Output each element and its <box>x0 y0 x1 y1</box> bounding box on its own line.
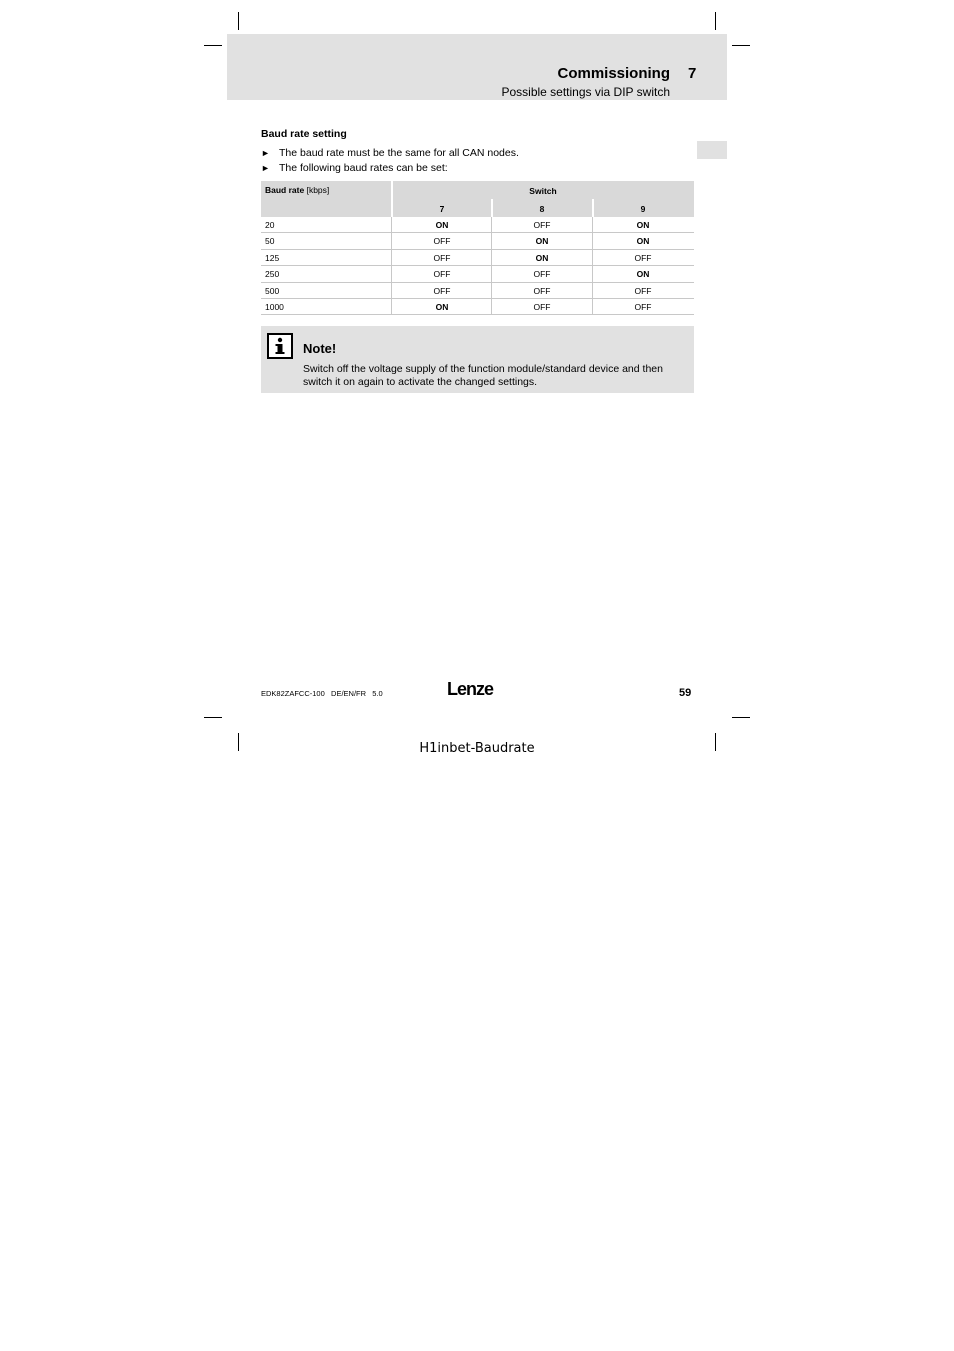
column-divider <box>391 266 392 282</box>
switch-7-cell: OFF <box>433 252 451 263</box>
column-divider <box>391 181 393 217</box>
side-tab-marker <box>697 141 727 159</box>
baud-rate-cell: 500 <box>265 285 280 296</box>
list-item <box>261 161 519 176</box>
baud-rate-cell: 250 <box>265 269 280 280</box>
bullet-list <box>261 146 519 176</box>
crop-mark <box>732 717 750 718</box>
lenze-logo: Lenze <box>447 679 494 699</box>
triangle-right-icon: ► <box>261 163 270 173</box>
switch-9-cell: ON <box>636 269 650 280</box>
column-divider <box>592 217 593 233</box>
info-icon <box>267 333 293 359</box>
chapter-subtitle: Possible settings via DIP switch <box>501 85 670 99</box>
column-divider <box>592 283 593 299</box>
column-divider <box>491 250 492 266</box>
crop-mark <box>732 45 750 46</box>
switch-9-cell: ON <box>636 220 650 230</box>
chapter-title: Commissioning <box>557 65 670 82</box>
column-header-switch-8: 8 <box>539 204 545 214</box>
table-row <box>261 217 694 233</box>
crop-mark <box>238 12 239 30</box>
column-divider <box>592 266 593 282</box>
switch-8-cell: ON <box>535 252 549 263</box>
switch-8-cell: ON <box>535 236 549 247</box>
baud-rate-cell: 125 <box>265 252 280 263</box>
section-title: Baud rate setting <box>261 128 347 140</box>
switch-7-cell: OFF <box>433 269 451 280</box>
column-divider <box>491 217 492 233</box>
table-row <box>261 250 694 266</box>
switch-7-cell: ON <box>435 302 449 312</box>
baud-rate-table <box>261 181 694 315</box>
column-header-baud-rate <box>265 184 329 196</box>
switch-7-cell: ON <box>435 220 449 230</box>
baud-rate-cell: 50 <box>265 236 275 247</box>
list-item <box>261 146 519 161</box>
chapter-number: 7 <box>688 65 697 82</box>
switch-7-cell: OFF <box>433 285 451 296</box>
column-divider <box>391 283 392 299</box>
column-divider <box>491 266 492 282</box>
table-row <box>261 266 694 282</box>
bullet-text: The following baud rates can be set: <box>279 162 448 174</box>
column-divider <box>491 283 492 299</box>
baud-rate-cell: 1000 <box>265 302 284 312</box>
switch-8-cell: OFF <box>533 220 551 230</box>
table-row <box>261 233 694 249</box>
switch-7-cell: OFF <box>433 236 451 247</box>
switch-9-cell: OFF <box>634 302 652 312</box>
row-separator <box>261 314 694 315</box>
baud-rate-cell: 20 <box>265 220 275 230</box>
column-divider <box>491 199 493 217</box>
table-row <box>261 283 694 299</box>
column-divider <box>391 233 392 249</box>
switch-9-cell: OFF <box>634 252 652 263</box>
column-header-unit: [kbps] <box>306 185 330 195</box>
image-caption: H1inbet-Baudrate <box>419 741 535 756</box>
switch-9-cell: ON <box>636 236 650 247</box>
switch-9-cell: OFF <box>634 285 652 296</box>
column-divider <box>491 233 492 249</box>
column-divider <box>592 250 593 266</box>
switch-8-cell: OFF <box>533 285 551 296</box>
page-number: 59 <box>679 687 692 699</box>
note-title: Note! <box>303 341 337 356</box>
table-row <box>261 299 694 315</box>
bullet-text: The baud rate must be the same for all CAN nodes. <box>279 147 519 159</box>
column-divider <box>391 250 392 266</box>
crop-mark <box>715 12 716 30</box>
column-divider <box>491 299 492 315</box>
column-header-switch: Switch <box>529 186 557 196</box>
column-header-switch-7: 7 <box>439 204 445 214</box>
note-box <box>261 326 694 393</box>
triangle-right-icon: ► <box>261 148 270 158</box>
column-divider <box>592 299 593 315</box>
column-header-label: Baud rate <box>265 185 305 195</box>
column-divider <box>391 299 392 315</box>
switch-8-cell: OFF <box>533 269 551 280</box>
column-divider <box>592 199 594 217</box>
note-body: Switch off the voltage supply of the function module/standard device and then switch it on again to activate the changed settings. <box>303 363 663 388</box>
column-divider <box>391 217 392 233</box>
column-header-switch-9: 9 <box>640 204 646 214</box>
document-id: EDK82ZAFCC-100 DE/EN/FR 5.0 <box>261 689 383 698</box>
crop-mark <box>204 45 222 46</box>
switch-8-cell: OFF <box>533 302 551 312</box>
crop-mark <box>204 717 222 718</box>
column-divider <box>592 233 593 249</box>
